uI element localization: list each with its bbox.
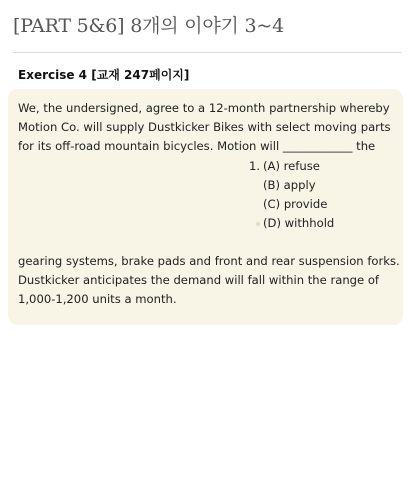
passage-box <box>8 89 403 325</box>
passage-line: for its off-road mountain bicycles. Motion will ____________ the <box>18 139 376 153</box>
question-number: 1. <box>249 159 261 173</box>
passage-line: gearing systems, brake pads and front and rear suspension forks. <box>18 254 400 268</box>
passage-line: Dustkicker anticipates the demand will fall within the range of <box>18 273 380 287</box>
answer-option-b[interactable]: (B) apply <box>263 178 316 192</box>
passage-line: Motion Co. will supply Dustkicker Bikes with select moving parts <box>18 120 391 134</box>
answer-option-a[interactable]: (A) refuse <box>263 159 320 173</box>
passage-line: We, the undersigned, agree to a 12-month partnership whereby <box>18 101 390 115</box>
radio-dot-icon <box>256 222 260 226</box>
page-title: [PART 5&6] 8개의 이야기 3~4 <box>13 15 285 37</box>
answer-option-d[interactable]: (D) withhold <box>263 216 335 230</box>
exercise-heading: Exercise 4 [교재 247페이지] <box>18 68 190 82</box>
answer-option-c[interactable]: (C) provide <box>263 197 328 211</box>
passage-line: 1,000-1,200 units a month. <box>18 292 177 306</box>
page-header <box>13 14 402 53</box>
